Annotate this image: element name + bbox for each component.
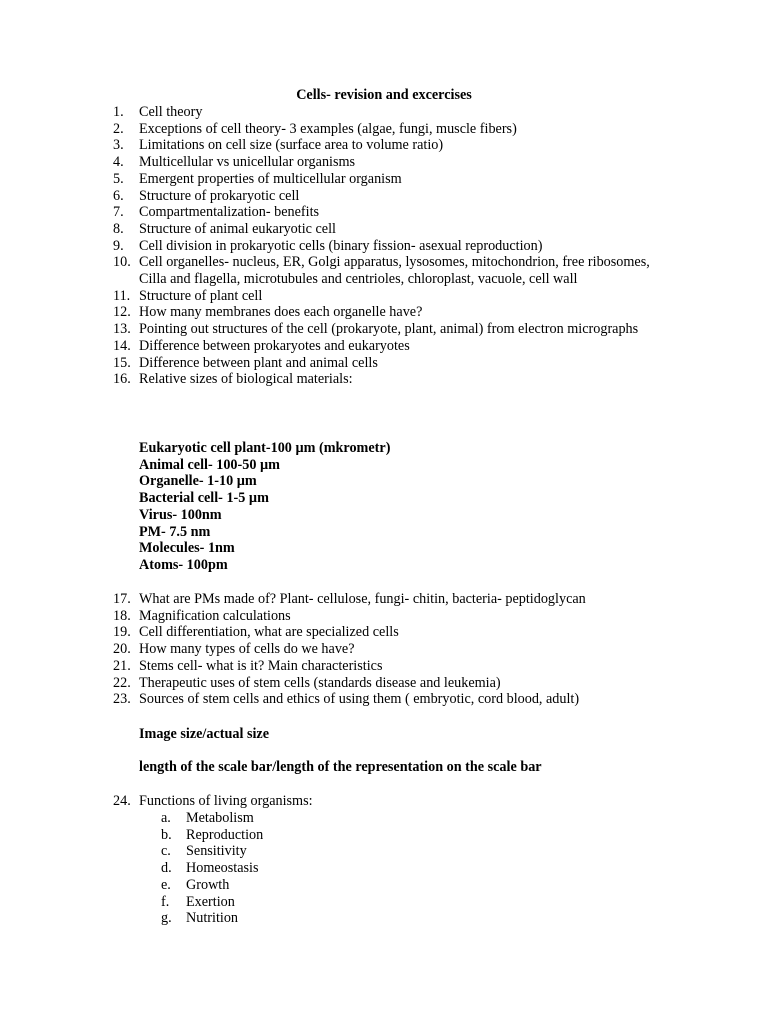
sublist-item	[0, 827, 768, 844]
list-item	[0, 608, 768, 625]
item-text: Pointing out structures of the cell (prokaryote, plant, animal) from electron micrographs	[139, 321, 639, 338]
item-text: Difference between prokaryotes and eukaryotes	[139, 337, 410, 354]
revision-list-part-1	[0, 104, 768, 388]
list-item	[0, 658, 768, 675]
sub-item-letter: e.	[161, 876, 171, 893]
size-line: Molecules- 1nm	[139, 540, 235, 557]
item-text: How many membranes does each organelle have?	[139, 304, 423, 321]
item-text: Difference between plant and animal cells	[139, 354, 378, 371]
item-number: 23.	[113, 691, 131, 708]
sublist-item	[0, 860, 768, 877]
item-number: 2.	[113, 120, 124, 137]
item-text: Structure of animal eukaryotic cell	[139, 220, 336, 237]
list-item	[0, 154, 768, 171]
item-text: Cell division in prokaryotic cells (binary fission- asexual reproduction)	[139, 237, 543, 254]
item-number: 8.	[113, 220, 124, 237]
item-text: Structure of prokaryotic cell	[139, 187, 300, 204]
size-line: Bacterial cell- 1-5 µm	[139, 490, 269, 507]
item-number: 16.	[113, 371, 131, 388]
relative-sizes-block	[139, 440, 390, 574]
sublist-item	[0, 877, 768, 894]
sublist-item	[0, 894, 768, 911]
item-number: 22.	[113, 674, 131, 691]
item-text: Exceptions of cell theory- 3 examples (algae, fungi, muscle fibers)	[139, 120, 517, 137]
item-text: Relative sizes of biological materials:	[139, 371, 353, 388]
list-item	[0, 321, 768, 338]
sub-item-text: Nutrition	[186, 910, 239, 927]
list-item	[0, 624, 768, 641]
magnification-formula-2: length of the scale bar/length of the representation on the scale bar	[139, 759, 542, 775]
list-item	[0, 104, 768, 121]
list-item	[0, 675, 768, 692]
sub-item-letter: c.	[161, 843, 171, 860]
item-text: Cell theory	[139, 104, 203, 120]
list-item	[0, 304, 768, 321]
item-text: Cell organelles- nucleus, ER, Golgi apparatus, lysosomes, mitochondrion, free ribosomes, Cilla and flagella, microtubules and centrioles, chloroplast, vacuole, cell wall	[139, 254, 650, 288]
list-item	[0, 221, 768, 238]
sublist-item	[0, 810, 768, 827]
sub-item-text: Reproduction	[186, 826, 264, 843]
sub-item-text: Metabolism	[186, 810, 254, 826]
list-item	[0, 188, 768, 205]
item-number: 14.	[113, 337, 131, 354]
item-text: Compartmentalization- benefits	[139, 204, 320, 221]
item-number: 13.	[113, 321, 131, 338]
list-item	[0, 371, 768, 388]
item-text: Stems cell- what is it? Main characteristics	[139, 657, 383, 674]
item-number: 11.	[113, 287, 131, 304]
list-item	[0, 204, 768, 221]
list-item	[0, 641, 768, 658]
item-number: 19.	[113, 624, 131, 641]
functions-sublist	[0, 810, 768, 927]
list-item	[0, 137, 768, 154]
item-text: Multicellular vs unicellular organisms	[139, 154, 356, 171]
sub-item-letter: d.	[161, 860, 172, 877]
item-number: 4.	[113, 154, 124, 171]
list-item	[0, 591, 768, 608]
item-number: 6.	[113, 187, 124, 204]
sub-item-text: Homeostasis	[186, 860, 259, 877]
sub-item-letter: f.	[161, 893, 170, 910]
size-line: Atoms- 100pm	[139, 556, 228, 573]
item-number: 20.	[113, 641, 131, 658]
list-item	[0, 355, 768, 372]
sub-item-text: Exertion	[186, 893, 235, 910]
sublist-item	[0, 843, 768, 860]
item-number: 3.	[113, 137, 124, 154]
sub-item-letter: b.	[161, 826, 172, 843]
item-text: How many types of cells do we have?	[139, 641, 355, 658]
list-item	[0, 793, 768, 810]
sub-item-text: Growth	[186, 876, 230, 893]
sublist-item	[0, 910, 768, 927]
list-item	[0, 338, 768, 355]
list-item	[0, 121, 768, 138]
size-line: Virus- 100nm	[139, 506, 222, 523]
item-number: 24.	[113, 793, 131, 809]
item-text: What are PMs made of? Plant- cellulose, fungi- chitin, bacteria- peptidoglycan	[139, 591, 586, 607]
size-line: Organelle- 1-10 µm	[139, 473, 257, 490]
list-item	[0, 691, 768, 708]
list-item	[0, 238, 768, 255]
item-number: 18.	[113, 607, 131, 624]
revision-list-part-2	[0, 591, 768, 708]
size-line: PM- 7.5 nm	[139, 523, 211, 540]
item-text: Magnification calculations	[139, 607, 291, 624]
magnification-formula-1: Image size/actual size	[139, 726, 270, 742]
item-number: 12.	[113, 304, 131, 321]
revision-list-part-3	[0, 793, 768, 810]
item-text: Therapeutic uses of stem cells (standards disease and leukemia)	[139, 674, 501, 691]
item-number: 17.	[113, 591, 131, 607]
size-line: Eukaryotic cell plant-100 µm (mkrometr)	[139, 440, 391, 456]
page-title: Cells- revision and excercises	[296, 87, 472, 103]
sub-item-text: Sensitivity	[186, 843, 247, 860]
item-number: 10.	[113, 254, 131, 271]
item-number: 9.	[113, 237, 124, 254]
item-text: Functions of living organisms:	[139, 793, 313, 809]
item-text: Cell differentiation, what are specialized cells	[139, 624, 399, 641]
item-number: 15.	[113, 354, 131, 371]
sub-item-letter: g.	[161, 910, 172, 927]
list-item	[0, 254, 768, 287]
item-text: Structure of plant cell	[139, 287, 263, 304]
item-number: 21.	[113, 657, 131, 674]
list-item	[0, 171, 768, 188]
item-number: 5.	[113, 170, 124, 187]
item-text: Sources of stem cells and ethics of using them ( embryotic, cord blood, adult)	[139, 691, 580, 708]
sub-item-letter: a.	[161, 810, 171, 826]
item-text: Emergent properties of multicellular organism	[139, 170, 402, 187]
item-number: 7.	[113, 204, 124, 221]
item-text: Limitations on cell size (surface area to volume ratio)	[139, 137, 444, 154]
list-item	[0, 288, 768, 305]
size-line: Animal cell- 100-50 µm	[139, 456, 280, 473]
item-number: 1.	[113, 104, 124, 120]
